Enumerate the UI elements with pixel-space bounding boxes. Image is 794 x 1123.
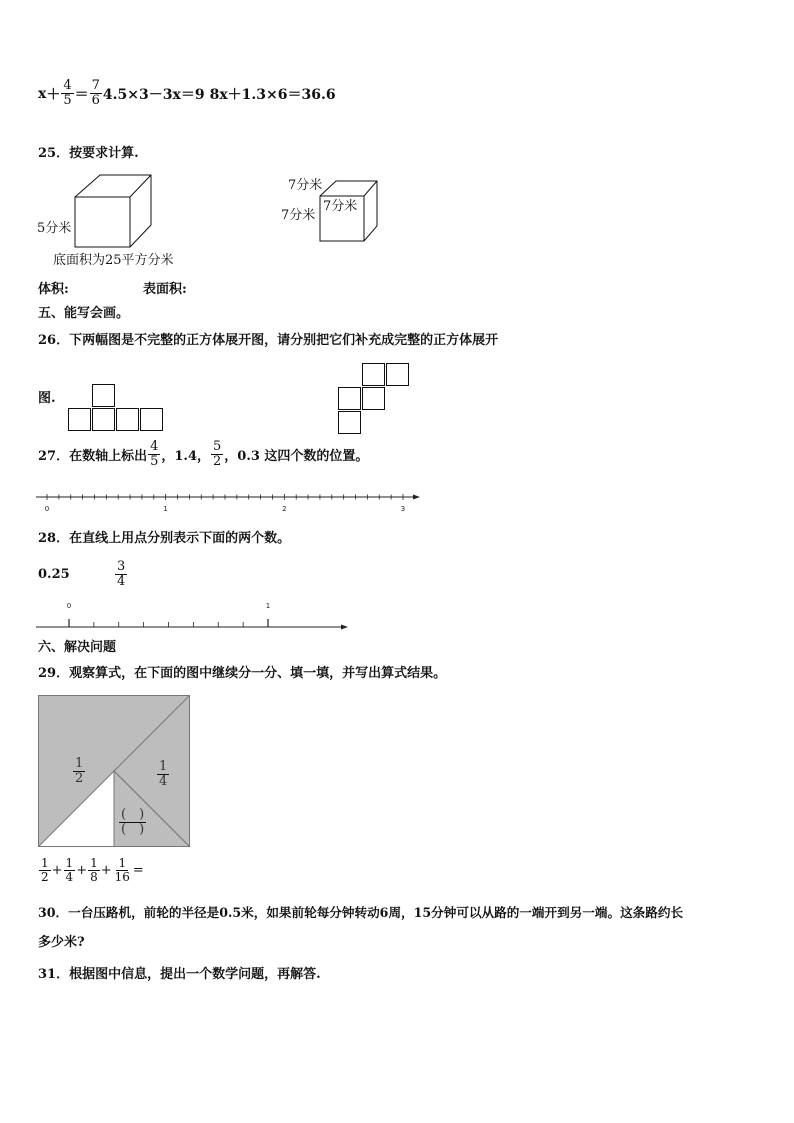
eq1-plus: ＋ — [46, 86, 61, 103]
net2-square — [362, 387, 385, 410]
eq1-fraction-7-6: $\frac{7}{6}$ — [91, 78, 100, 108]
net1-square — [92, 408, 115, 431]
net1-square — [92, 384, 115, 407]
q25-title: 25．按要求计算. — [38, 146, 139, 161]
equation-row — [38, 79, 336, 108]
q29-quarter-label: $\frac{1}{4}$ — [159, 759, 168, 789]
cube1-front-face — [75, 197, 130, 247]
section6-title: 六、解决问题 — [38, 640, 117, 655]
eq3: 8x＋1.3×6＝36.6 — [209, 86, 336, 103]
net2-square — [386, 363, 409, 386]
q29-title: 29．观察算式，在下面的图中继续分一分、填一填，并写出算式结果。 — [38, 666, 447, 681]
cube1-back-edges — [75, 175, 151, 247]
cube1-base-label: 底面积为25平方分米 — [53, 253, 174, 268]
net1-square — [68, 408, 91, 431]
q28-number-0-25: 0.25 — [38, 567, 70, 582]
equals-sign: = — [132, 863, 144, 878]
q30-line2: 多少米? — [38, 935, 85, 950]
axis-tick-label: 3 — [400, 505, 406, 513]
q27-text — [38, 440, 368, 469]
q29-half-label: $\frac{1}{2}$ — [75, 756, 84, 786]
plus-sign: + — [76, 863, 88, 878]
net2-square — [338, 411, 361, 434]
axis-tick-label: 0 — [44, 505, 50, 513]
sum-term-2: $\frac{1}{4}$ — [65, 856, 74, 884]
q27-fraction-4-5: $\frac{4}{5}$ — [150, 439, 159, 469]
cube2-front-label: 7分米 — [323, 199, 358, 214]
q31-title: 31．根据图中信息，提出一个数学问题，再解答. — [38, 967, 321, 982]
sum-term-3: $\frac{1}{8}$ — [90, 856, 98, 884]
sum-term-4: $\frac{1}{16}$ — [114, 856, 130, 884]
plus-sign: + — [100, 863, 112, 878]
axis-tick-label: 1 — [265, 602, 271, 610]
plus-sign: + — [51, 863, 63, 878]
q27-prefix: 27．在数轴上标出 — [38, 449, 148, 464]
net1-square — [140, 408, 163, 431]
cube2-top-edge — [364, 181, 377, 196]
cube2-top-label: 7分米 — [288, 178, 323, 193]
axis-tick-label: 1 — [163, 505, 168, 513]
q28-number-line — [36, 598, 354, 632]
q26-text: 26．下两幅图是不完整的正方体展开图，请分别把它们补充成完整的正方体展开 — [38, 333, 499, 348]
axis-arrow — [341, 625, 348, 630]
net1-square — [116, 408, 139, 431]
eq1-fraction-4-5: $\frac{4}{5}$ — [63, 78, 72, 108]
section5-title: 五、能写会画。 — [38, 306, 130, 321]
axis-tick-label: 2 — [282, 505, 287, 513]
q27-mid: ，1.4， — [161, 449, 210, 464]
eq1-x: x — [38, 85, 47, 102]
axis-tick-label: 0 — [66, 602, 72, 610]
eq1-equals: ＝ — [74, 86, 89, 103]
q26-text-cont: 图. — [38, 391, 56, 406]
volume-label: 体积: — [38, 282, 69, 297]
q27-number-line — [36, 490, 426, 516]
q29-sum-expression — [38, 857, 144, 884]
net2-square — [362, 363, 385, 386]
q30-line1: 30．一台压路机，前轮的半径是0.5米，如果前轮每分钟转动6周，15分钟可以从路的一端开到另一端。这条路约长 — [38, 905, 684, 920]
net2-square — [338, 387, 361, 410]
cube2-left-label: 7分米 — [281, 208, 316, 223]
eq2: 4.5×3－3x＝9 — [102, 86, 205, 103]
q28-fraction-3-4: $\frac{3}{4}$ — [117, 559, 126, 589]
cube1-top-edge — [130, 175, 151, 197]
q27-suffix: ，0.3 这四个数的位置。 — [224, 449, 369, 464]
q28-title: 28．在直线上用点分别表示下面的两个数。 — [38, 531, 291, 546]
surface-area-label: 表面积: — [143, 282, 187, 297]
cube1-side-label: 5分米 — [37, 221, 72, 236]
axis-arrow — [413, 495, 420, 500]
q27-fraction-5-2: $\frac{5}{2}$ — [213, 439, 222, 469]
q29-blank-fraction[interactable]: ( ) ( ) — [121, 807, 145, 837]
sum-term-1: $\frac{1}{2}$ — [41, 856, 49, 884]
cube1-figure — [70, 172, 160, 252]
